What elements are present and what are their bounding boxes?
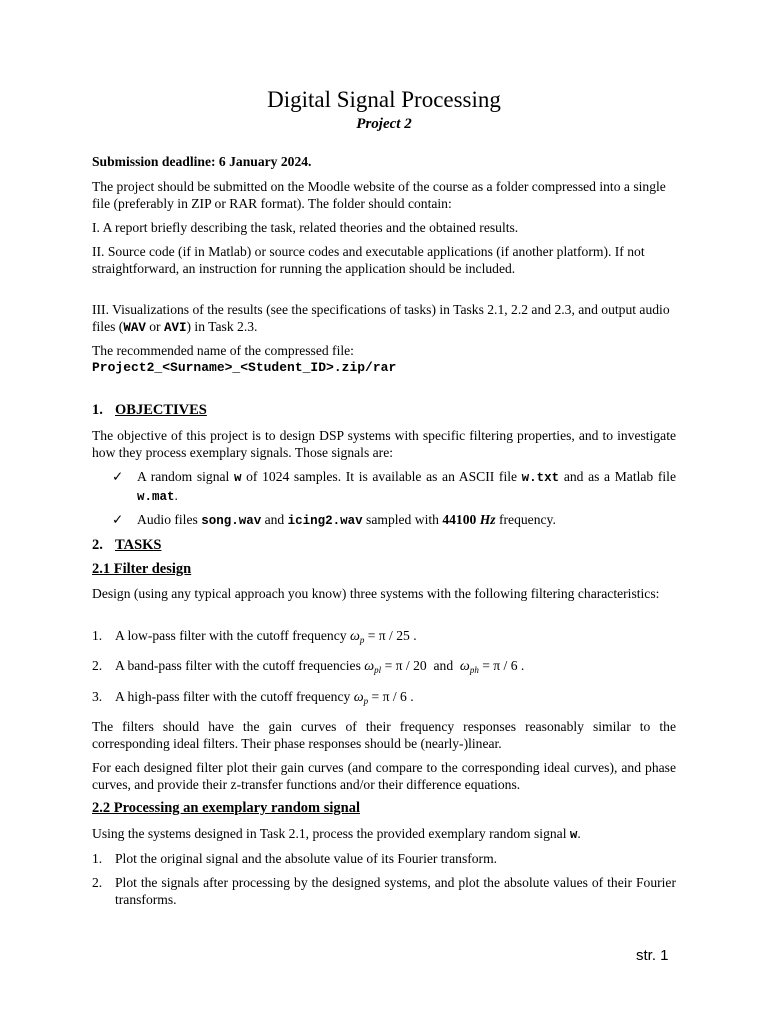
- filter-design-paragraph: Design (using any typical approach you know) three systems with the following filtering characteristics:: [92, 586, 660, 601]
- list-text-part: .: [406, 689, 414, 704]
- bullet-text: [137, 511, 676, 530]
- bullet-text-part: Audio files: [137, 512, 202, 527]
- item-report: I. A report briefly describing the task, related theories and the obtained results.: [92, 220, 519, 235]
- submission-deadline: Submission deadline: 6 January 2024.: [92, 154, 312, 169]
- bullet-text-part: and as a Matlab file: [559, 469, 676, 484]
- list-number: 1.: [92, 628, 103, 643]
- subscript: ph: [469, 665, 479, 675]
- recommended-name-label: The recommended name of the compressed file:: [92, 343, 354, 358]
- list-text-part: .: [409, 628, 417, 643]
- item-visualizations-end: ) in Task 2.3.: [186, 319, 258, 334]
- subsection-filter-design-heading: 2.1 Filter design: [92, 561, 192, 577]
- checkmark-icon: ✓: [112, 469, 124, 484]
- section-objectives-heading: [92, 402, 676, 419]
- signal-w: w: [233, 471, 242, 485]
- list-text: [115, 657, 676, 679]
- list-number: 1.: [92, 851, 103, 866]
- subsection-random-signal-heading: 2.2 Processing an exemplary random signal: [92, 800, 360, 816]
- sampling-frequency: 44100: [442, 512, 477, 527]
- page-number: str. 1: [636, 947, 669, 964]
- subscript: p: [363, 696, 369, 706]
- bullet-text-part: .: [174, 488, 178, 503]
- paragraph-part: .: [577, 826, 581, 841]
- list-text: [115, 688, 676, 710]
- subscript: p: [359, 635, 365, 645]
- equation: = π / 20: [381, 658, 427, 673]
- wav-format: WAV: [123, 321, 146, 335]
- omega-symbol: ω: [353, 690, 364, 705]
- filter-list-item-2: [92, 657, 676, 677]
- section-tasks-heading: [92, 537, 676, 554]
- filter-plot-paragraph: For each designed filter plot their gain curves (and compare to the corresponding ideal curves), and phase curves, and provide their z-transfer functions and/or their difference equations.: [92, 760, 676, 792]
- frequency-unit: Hz: [479, 512, 496, 527]
- list-number: 2.: [92, 875, 103, 890]
- section-number: 2.: [92, 537, 103, 553]
- bullet-text-part: frequency.: [495, 512, 556, 527]
- objectives-bullet-2: [92, 511, 676, 528]
- file-w-txt: w.txt: [521, 471, 560, 485]
- item-visualizations-text: III. Visualizations of the results (see the specifications of tasks) in Tasks 2.1, 2.2 and 2.3, and output audio files (: [92, 302, 670, 334]
- random-list-item-1: [92, 850, 676, 867]
- document-subtitle: Project 2: [356, 116, 412, 132]
- random-signal-paragraph: [92, 825, 676, 844]
- avi-format: AVI: [163, 321, 187, 335]
- subscript: pl: [374, 665, 382, 675]
- objectives-bullet-1: [92, 468, 676, 502]
- omega-symbol: ω: [364, 659, 375, 674]
- section-title: OBJECTIVES: [115, 402, 207, 418]
- equation: = π / 6: [478, 658, 518, 673]
- file-w-mat: w.mat: [137, 490, 175, 504]
- paragraph-part: Using the systems designed in Task 2.1, process the provided exemplary random signal: [92, 826, 570, 841]
- list-text-part: A band-pass filter with the cutoff frequencies: [115, 658, 365, 673]
- equation: = π / 6: [368, 689, 407, 704]
- filter-gain-paragraph: The filters should have the gain curves of their frequency responses reasonably similar to the corresponding ideal filters. Their phase responses should be (nearly-)linear.: [92, 719, 676, 751]
- filter-list-item-1: [92, 627, 676, 647]
- item-source-code: II. Source code (if in Matlab) or source codes and executable applications (if another platform). If not straightforward, an instruction for running the application should be included.: [92, 244, 645, 276]
- intro-paragraph: The project should be submitted on the Moodle website of the course as a folder compressed into a single file (preferably in ZIP or RAR format). The folder should contain:: [92, 179, 666, 211]
- section-number: 1.: [92, 402, 103, 418]
- file-song-wav: song.wav: [201, 514, 262, 528]
- list-number: 2.: [92, 658, 103, 673]
- document-title: Digital Signal Processing: [267, 87, 501, 112]
- random-list-item-2: [92, 874, 676, 908]
- omega-symbol: ω: [459, 659, 470, 674]
- list-text: Plot the original signal and the absolute value of its Fourier transform.: [115, 851, 498, 866]
- signal-w: w: [569, 828, 578, 842]
- bullet-text-part: of 1024 samples. It is available as an ASCII file: [241, 469, 522, 484]
- recommended-filename: Project2_<Surname>_<Student_ID>.zip/rar: [92, 360, 397, 375]
- omega-symbol: ω: [349, 629, 360, 644]
- bullet-text: [137, 468, 676, 506]
- list-text: [115, 627, 676, 649]
- list-text: Plot the signals after processing by the designed systems, and plot the absolute values of their Fourier transforms.: [115, 875, 676, 907]
- list-text-part: A low-pass filter with the cutoff frequency: [115, 628, 350, 643]
- item-visualizations: [92, 301, 676, 337]
- list-number: 3.: [92, 689, 103, 704]
- file-icing2-wav: icing2.wav: [287, 514, 363, 528]
- bullet-text-part: and: [261, 512, 288, 527]
- equation: = π / 25: [364, 628, 410, 643]
- filter-list-item-3: [92, 688, 676, 708]
- bullet-text-part: sampled with: [362, 512, 443, 527]
- checkmark-icon: ✓: [112, 512, 124, 527]
- objectives-paragraph: The objective of this project is to design DSP systems with specific filtering properties, and to investigate how they process exemplary signals. Those signals are:: [92, 428, 676, 460]
- item-visualizations-or: or: [145, 319, 164, 334]
- section-title: TASKS: [115, 537, 162, 553]
- list-text-part: .: [517, 658, 525, 673]
- bullet-text-part: A random signal: [137, 469, 234, 484]
- list-text-part: and: [426, 658, 460, 673]
- list-text-part: A high-pass filter with the cutoff frequency: [115, 689, 354, 704]
